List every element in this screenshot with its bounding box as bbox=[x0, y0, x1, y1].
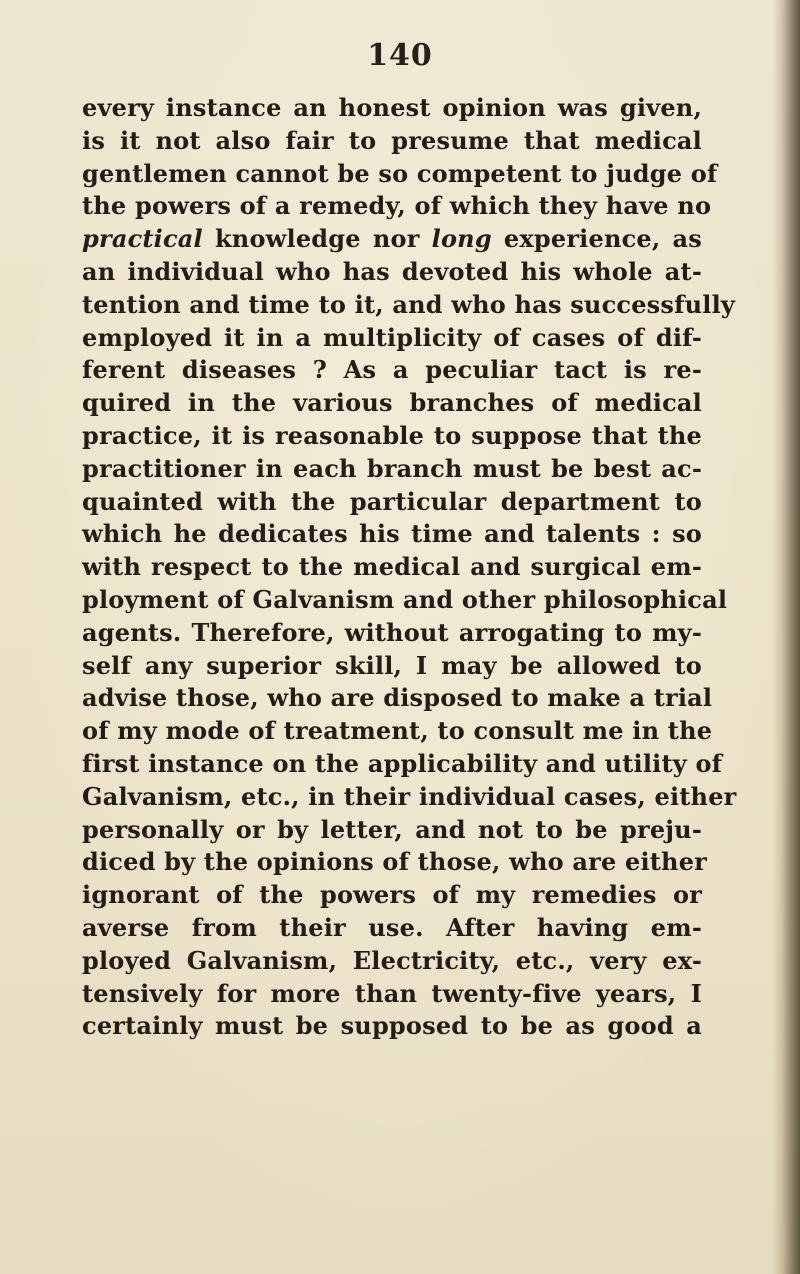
text-line: quainted with the particular department to bbox=[82, 486, 702, 516]
text-line: tention and time to it, and who has successfully bbox=[82, 289, 736, 319]
text-line: tensively for more than twenty-five years, I bbox=[82, 978, 702, 1008]
text-line: ignorant of the powers of my remedies or bbox=[82, 880, 702, 910]
body-text bbox=[82, 92, 737, 1043]
text-line: practitioner in each branch must be best ac- bbox=[82, 453, 702, 483]
text-line: is it not also fair to presume that medical bbox=[82, 125, 702, 155]
text-line bbox=[82, 223, 702, 256]
text-line: Galvanism, etc., in their individual cases, either bbox=[82, 781, 737, 811]
text-line: quired in the various branches of medical bbox=[82, 388, 702, 418]
text-line: which he dedicates his time and talents : so bbox=[82, 519, 702, 549]
text-line: of my mode of treatment, to consult me in the bbox=[82, 716, 713, 746]
text-line: self any superior skill, I may be allowed to bbox=[82, 650, 702, 680]
text-line: advise those, who are disposed to make a trial bbox=[82, 683, 713, 713]
text-line: the powers of a remedy, of which they have no bbox=[82, 191, 712, 221]
text-line: certainly must be supposed to be as good a bbox=[82, 1011, 702, 1041]
text-line: ployment of Galvanism and other philosophical bbox=[82, 584, 728, 614]
text-line: every instance an honest opinion was given, bbox=[82, 93, 702, 122]
text-line: with respect to the medical and surgical em- bbox=[82, 552, 702, 582]
text-line: practice, it is reasonable to suppose that the bbox=[82, 420, 702, 450]
italic-word: long bbox=[431, 224, 492, 254]
page-number: 140 bbox=[367, 38, 433, 73]
text-line: ployed Galvanism, Electricity, etc., very ex- bbox=[82, 945, 702, 975]
text-span: knowledge nor bbox=[202, 224, 432, 254]
text-line: ferent diseases ? As a peculiar tact is re- bbox=[82, 355, 702, 385]
text-line: agents. Therefore, without arrogating to my- bbox=[82, 617, 702, 647]
text-line: gentlemen cannot be so competent to judge of bbox=[82, 158, 718, 188]
text-line: employed it in a multiplicity of cases of dif- bbox=[82, 322, 702, 352]
text-span: experience, as bbox=[491, 224, 702, 254]
text-line: first instance on the applicability and utility of bbox=[82, 748, 723, 778]
text-line: personally or by letter, and not to be preju- bbox=[82, 814, 702, 844]
text-line: diced by the opinions of those, who are either bbox=[82, 847, 708, 877]
text-line: averse from their use. After having em- bbox=[82, 912, 702, 942]
page-gutter-shadow bbox=[772, 0, 800, 1274]
text-line: an individual who has devoted his whole at- bbox=[82, 256, 702, 286]
italic-word: practical bbox=[82, 224, 203, 254]
